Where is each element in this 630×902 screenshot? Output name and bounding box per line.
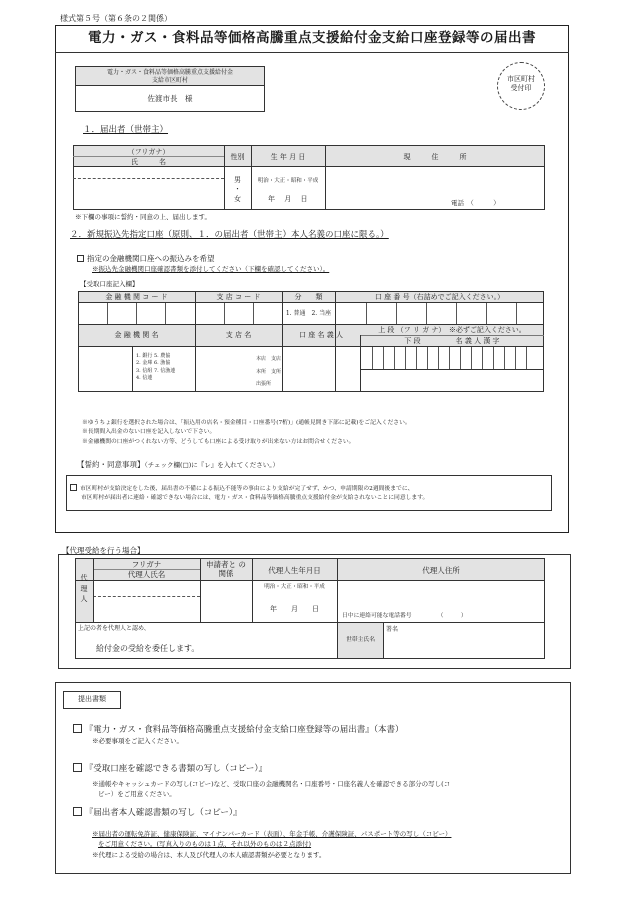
account-table-caption: 【受取口座記入欄】 (80, 280, 139, 288)
section1-heading: １．届出者（世帯主） (83, 125, 169, 135)
account-note-3: ※金融機関の口座がつくれない方等、どうしても口座による受け取りが出来ない方はお問合せください。 (82, 438, 355, 445)
dob-label: 生 年 月 日 (270, 153, 306, 161)
bank-type-1[interactable]: 1. 銀行 5. 農協 (136, 353, 171, 359)
addressee-mayor: 佐渡市長 様 (147, 94, 193, 103)
doc3-note-1: ※届出者の運転免許証、健康保険証、マイナンバーカード（表面）、年金手帳、介護保険証、パスポート等の写し（コピー） (92, 830, 452, 838)
doc3-note-2: をご用意ください。(写真入りのものは１点、それ以外のものは２点添付) (98, 840, 312, 848)
bank-name-label: 金 融 機 関 名 (114, 331, 159, 339)
doc2-note-1: ※通帳やキャッシュカードの写し(コピー)など、受取口座の金融機関名・口座番号・口座名義人を確認できる部分の写し(コ (92, 780, 451, 788)
proxy-side-2: 理 (80, 584, 88, 593)
doc1-note-1: ※必要事項をご記入ください。 (92, 737, 183, 745)
page-title: 電力・ガス・食料品等価格高騰重点支援給付金支給口座登録等の届出書 (88, 30, 536, 46)
consent-box (66, 475, 552, 511)
gender-female[interactable]: 女 (234, 195, 241, 203)
stamp-line1: 市区町村 (507, 75, 535, 83)
applicant-phone: 電話 （ ） (451, 199, 500, 207)
doc2-note-2: ピー）をご用意ください。 (98, 790, 176, 798)
gender-dot: ・ (234, 185, 241, 193)
bank-type-3[interactable]: 3. 信組 7. 信漁連 (136, 367, 176, 374)
proxy-dob-ymd: 年 月 日 (270, 605, 319, 613)
branch-type-1[interactable]: 本店 支店 (256, 356, 282, 362)
bank-type-4[interactable]: 4. 信連 (136, 374, 153, 381)
bank-type-2[interactable]: 2. 金庫 6. 漁協 (136, 360, 171, 367)
bank-transfer-checkbox[interactable] (77, 255, 84, 262)
addressee-line2: 支給市区町村 (151, 76, 188, 84)
branch-code-label: 支 店 コ ー ド (216, 293, 261, 301)
proxy-heading: 【代理受給を行う場合】 (62, 546, 145, 555)
doc2-checkbox[interactable] (73, 763, 82, 772)
era-options[interactable]: 明治・大正・昭和・平成 (257, 178, 319, 184)
documents-heading: 提出書類 (63, 691, 121, 709)
account-note-2: ※長期間入出金のない口座を記入しないで下さい。 (82, 429, 216, 436)
signature-label: 署名 (386, 626, 399, 633)
doc1-checkbox[interactable] (73, 724, 82, 733)
consent-text-line1: 市区町村が支給決定をした後、届出書の不備による振込不能等の事由により支給が完了せず、かつ、申請期限の2週間後までに、 (80, 486, 414, 492)
consent-heading: 【誓約・同意事項】 (77, 460, 145, 469)
account-holder-label: 口 座 名 義 人 (299, 331, 343, 339)
bank-transfer-note: ※振込先金融機関口座確認書類を添付してください（下欄を確認してください）。 (92, 265, 330, 273)
proxy-phone: 日中に連絡可能な電話番号 （ ） (342, 613, 467, 619)
proxy-name-label: 代理人氏名 (127, 570, 166, 579)
bank-code-label: 金 融 機 関 コ ー ド (105, 293, 168, 301)
consent-checkbox[interactable] (70, 484, 77, 491)
consent-hint: （チェック欄(□)に『レ』を入れてください。） (144, 461, 280, 469)
proxy-era-options[interactable]: 明治・大正・昭和・平成 (264, 584, 325, 590)
section2-heading: ２．新規振込先指定口座（原則、１．の届出者（世帯主）本人名義の口座に限る。） (70, 230, 389, 240)
applicant-name-label: 氏 名 (131, 158, 166, 166)
proxy-side-3: 人 (80, 595, 88, 603)
reception-stamp (497, 62, 545, 110)
gender-label: 性別 (230, 153, 245, 161)
branch-type-3[interactable]: 出張所 (256, 381, 272, 387)
dob-ymd: 年 月 日 (268, 195, 308, 203)
account-note-1: ※ゆうちょ銀行を選択された場合は、「振込用の店名・預金種目・口座番号(7桁)」(通帳見開き下部に記載)をご記入ください。 (82, 420, 411, 426)
householder-label: 世帯主氏名 (346, 637, 375, 643)
bank-transfer-option: 指定の金融機関口座への振込みを希望 (87, 254, 215, 263)
gender-male[interactable]: 男 (234, 176, 241, 184)
delegation-line2: 給付金の受給を委任します。 (96, 644, 200, 653)
branch-type-2[interactable]: 本所 支所 (256, 368, 282, 375)
stamp-line2: 受付印 (510, 84, 532, 93)
proxy-side-1: 代 (80, 574, 88, 582)
category-label: 分 類 (294, 293, 323, 301)
delegation-line1: 上記の者を代理人と認め、 (78, 625, 150, 632)
pledge-note: ※下欄の事項に誓約・同意の上、届出します。 (75, 213, 211, 221)
consent-text-line2: 市区町村が届出者に連絡・確認できない場合には、電力・ガス・食料品等価格高騰重点支援給付金が支給されないことに同意します。 (81, 495, 429, 501)
branch-name-label: 支 店 名 (225, 331, 252, 339)
account-number-label: 口 座 番 号（右詰めでご記入ください。） (374, 293, 505, 301)
holder-upper-label: 上 段 （フ リ ガ ナ） ※必ずご記入ください。 (378, 326, 526, 334)
doc3-title: 『届出者本人確認書類の写し（コピー）』 (84, 808, 242, 818)
applicant-furigana-label: （フリガナ） (127, 148, 170, 156)
doc3-note-3: ※代理による受給の場合は、本人及び代理人の本人確認書類が必要となります。 (92, 851, 326, 859)
account-type-options[interactable]: 1. 普通 2. 当座 (285, 310, 332, 317)
address-label: 現 住 所 (403, 153, 467, 161)
proxy-address-label: 代理人住所 (422, 566, 460, 575)
doc2-title: 『受取口座を確認できる書類の写し（コピー）』 (84, 764, 268, 774)
proxy-dob-label: 代理人生年月日 (268, 566, 321, 575)
holder-lower-label: 下 段 名 義 人 漢 字 (404, 337, 500, 345)
proxy-furigana-label: フリガナ (131, 560, 162, 569)
doc3-checkbox[interactable] (73, 807, 82, 816)
addressee-line1: 電力・ガス・食料品等価格高騰重点支援給付金 (106, 69, 233, 76)
proxy-relation-label: 申請者と の関係 (206, 560, 246, 579)
form-number: 様式第５号（第６条の２関係） (60, 14, 172, 23)
doc1-title: 『電力・ガス・食料品等価格高騰重点支援給付金支給口座登録等の届出書』（本書） (84, 725, 404, 735)
